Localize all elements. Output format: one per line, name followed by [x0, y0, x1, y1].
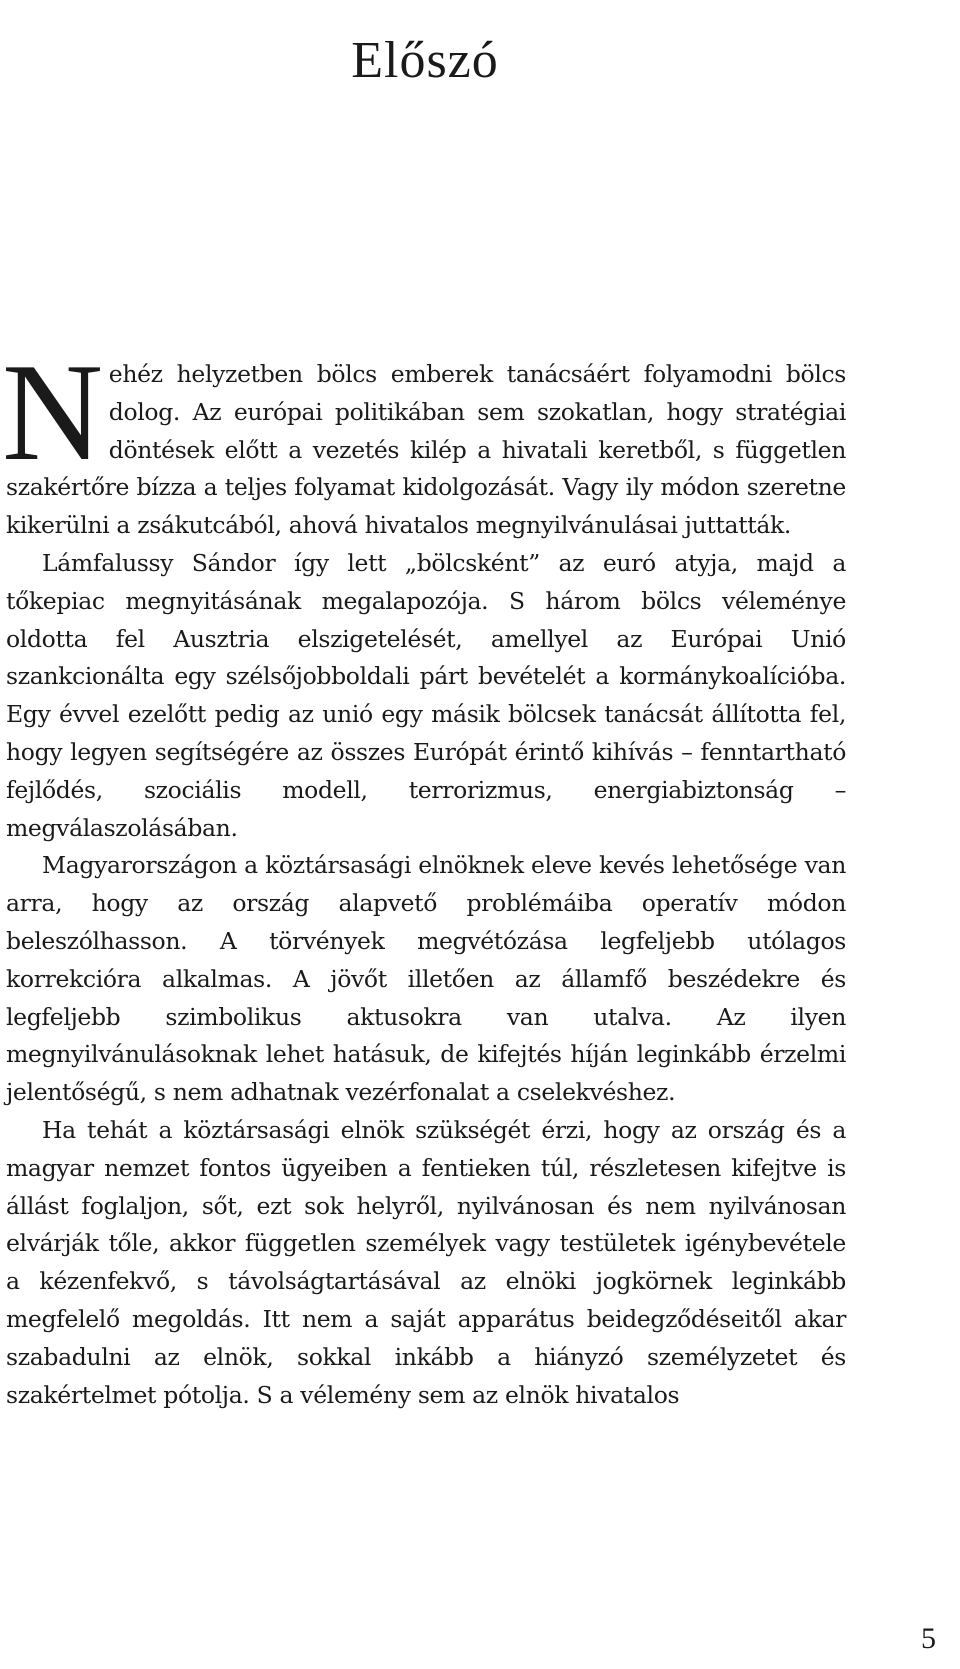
paragraph-1: [2, 335, 846, 545]
paragraph-3: Magyarországon a köztársasági elnöknek eleve kevés lehetősége van arra, hogy az ország alapvető problémáiba operatív módon beleszólhasson. A törvények megvétózása legfeljebb utólagos korrekcióra alkalmas. A jövőt illetően az államfő beszédekre és legfeljebb szimbolikus aktusokra van utalva. Az ilyen megnyilvánulásoknak lehet hatásuk, de kifejtés híján leginkább érzelmi jelentőségű, s nem adhatnak vezérfonalat a cselekvéshez.: [6, 851, 846, 1107]
body-text: [2, 335, 846, 1414]
paragraph-2: Lámfalussy Sándor így lett „bölcsként” az euró atyja, majd a tőkepiac megnyitásának megalapozója. S három bölcs véleménye oldotta fel Ausztria elszigetelését, amellyel az Európai Unió szankcionálta egy szélsőjobboldali párt bevételét a kormánykoalícióba. Egy évvel ezelőtt pedig az unió egy másik bölcsek tanácsát állította fel, hogy legyen segítségére az összes Európát érintő kihívás – fenntartható fejlődés, szociális modell, terrorizmus, energiabiztonság – megválaszolásában.: [6, 548, 846, 842]
paragraph-1-text: ehéz helyzetben bölcs emberek tanácsáért folyamodni bölcs dolog. Az európai politikában sem szokatlan, hogy stratégiai döntések előtt a vezetés kilép a hivatali keretből, s független szakértőre bízza a teljes folyamat kidolgozását. Vagy ily módon szeretne kikerülni a zsákutcából, ahová hivatalos megnyilvánulásai juttatták.: [6, 360, 846, 540]
page-title: Előszó: [351, 31, 499, 89]
page-number: 5: [921, 1622, 936, 1655]
drop-cap: N: [2, 335, 103, 490]
paragraph-4: Ha tehát a köztársasági elnök szükségét érzi, hogy az ország és a magyar nemzet fontos ügyeiben a fentieken túl, részletesen kifejtve is állást foglaljon, sőt, ezt sok helyről, nyilvánosan és nem nyilvánosan elvárják tőle, akkor független személyek vagy testületek igénybevétele a kézenfekvő, s távolságtartásával az elnöki jogkörnek leginkább megfelelő megoldás. Itt nem a saját apparátus beidegződéseitől akar szabadulni az elnök, sokkal inkább a hiányzó személyzetet és szakértelmet pótolja. S a vélemény sem az elnök hivatalos: [6, 1115, 846, 1409]
